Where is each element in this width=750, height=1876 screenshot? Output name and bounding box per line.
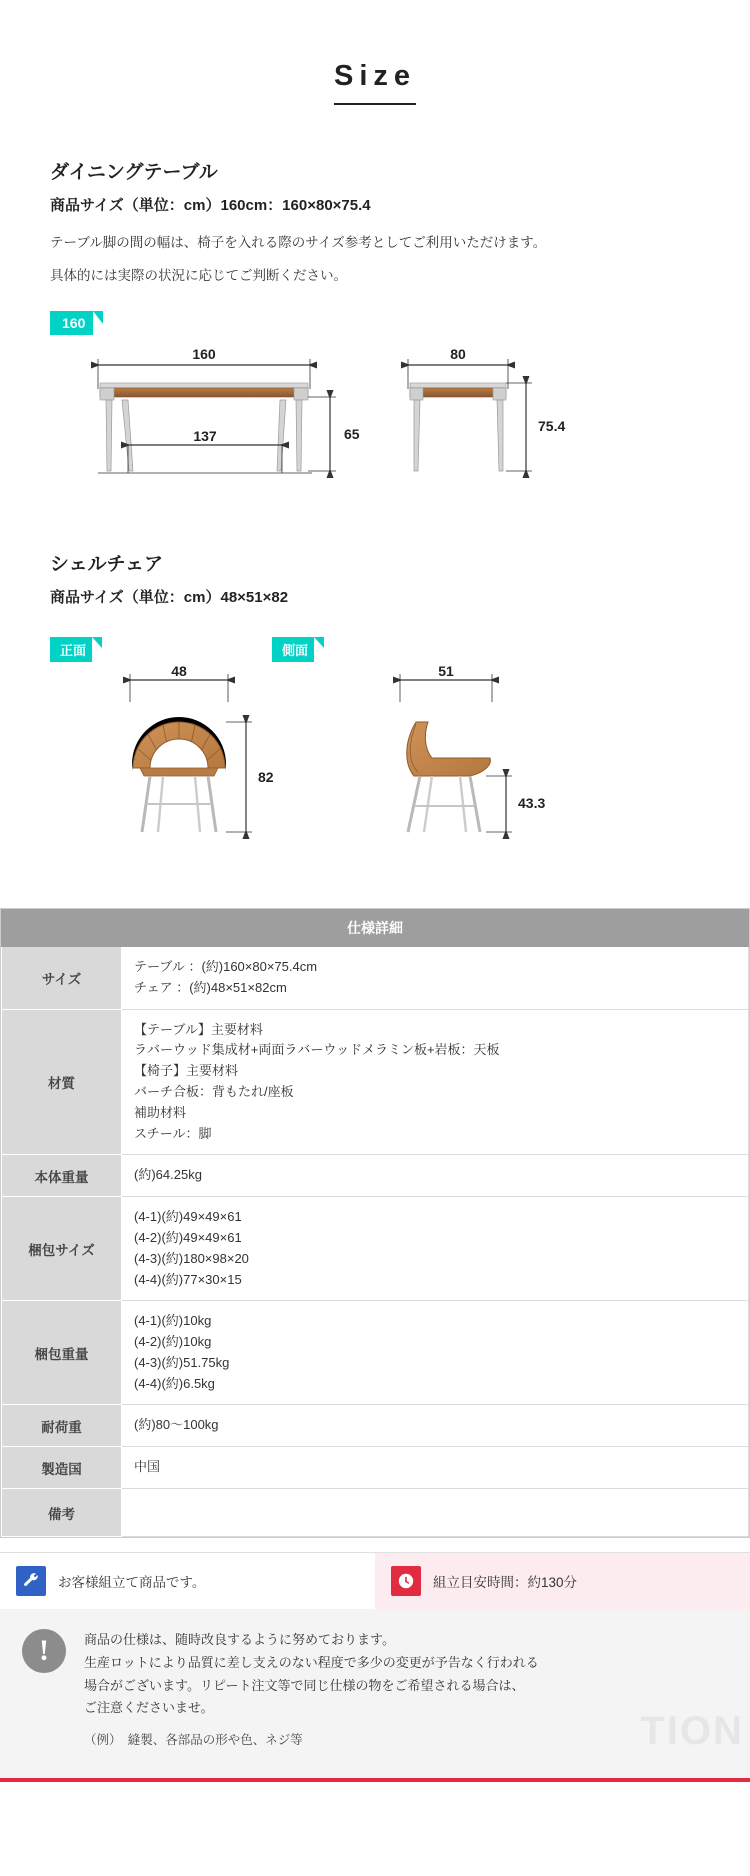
svg-text:48: 48 xyxy=(171,662,187,679)
spec-label-package-weight: 梱包重量 xyxy=(2,1301,122,1405)
dining-table-section xyxy=(0,157,750,341)
caution-text xyxy=(84,1629,539,1752)
spec-value-package-weight xyxy=(122,1301,749,1405)
spec-line: (4-2)(約)49×49×61 xyxy=(134,1229,242,1245)
spec-value-country xyxy=(122,1447,749,1489)
spec-line: (4-4)(約)6.5kg xyxy=(134,1375,215,1391)
caution-line-4: ご注意くださいませ。 xyxy=(84,1700,214,1716)
chair-heading: シェルチェア xyxy=(50,553,164,575)
spec-value-size xyxy=(122,946,749,1009)
page-title-wrap xyxy=(0,0,750,133)
assembly-right-text: 組立目安時間：約130分 xyxy=(433,1575,578,1591)
chair-front-tag: 正面 xyxy=(50,637,102,662)
assembly-bar xyxy=(0,1552,750,1609)
size-tag-160: 160 xyxy=(50,311,103,335)
caution-block xyxy=(0,1609,750,1778)
assembly-right xyxy=(375,1553,750,1609)
chair-side-tag: 側面 xyxy=(272,637,324,662)
spec-line: 【椅子】主要材料 xyxy=(134,1063,239,1079)
svg-text:160: 160 xyxy=(192,345,216,362)
spec-value-load-capacity xyxy=(122,1405,749,1447)
dining-table-note-1: テーブル脚の間の幅は、椅子を入れる際のサイズ参考としてご利用いただけます。 xyxy=(50,235,547,250)
table-row xyxy=(2,1009,749,1155)
spec-line: 【テーブル】主要材料 xyxy=(134,1021,263,1037)
spec-value-package-size xyxy=(122,1197,749,1301)
spec-table-header-row xyxy=(2,909,749,946)
spec-line: (4-1)(約)10kg xyxy=(134,1313,212,1329)
clock-icon xyxy=(391,1566,421,1596)
svg-text:82: 82 xyxy=(258,768,274,785)
spec-line: 中国 xyxy=(134,1459,161,1475)
spec-label-material: 材質 xyxy=(2,1009,122,1155)
spec-label-size: サイズ xyxy=(2,946,122,1009)
spec-line: (4-3)(約)51.75kg xyxy=(134,1354,230,1370)
caution-line-1: 商品の仕様は、随時改良するように努めております。 xyxy=(84,1632,395,1648)
dining-table-size-line: 商品サイズ（単位：cm）160cm：160×80×75.4 xyxy=(50,197,371,214)
dining-table-heading: ダイニングテーブル xyxy=(50,162,218,183)
table-diagram-svg xyxy=(0,345,750,515)
spec-value-remarks xyxy=(122,1489,749,1537)
chair-view-tags xyxy=(0,623,750,668)
svg-text:65: 65 xyxy=(344,425,360,442)
table-diagrams xyxy=(0,341,750,525)
caution-example: （例） 縫製、各部品の形や色、ネジ等 xyxy=(84,1733,303,1748)
spec-label-load-capacity: 耐荷重 xyxy=(2,1405,122,1447)
table-row xyxy=(2,1447,749,1489)
spec-table-title: 仕様詳細 xyxy=(2,909,749,946)
table-row xyxy=(2,1197,749,1301)
spec-line: ラバーウッド集成材+両面ラバーウッドメラミン板+岩板：天板 xyxy=(134,1042,500,1058)
table-row xyxy=(2,1489,749,1537)
spec-line: (4-3)(約)180×98×20 xyxy=(134,1250,249,1266)
table-row xyxy=(2,1301,749,1405)
caution-line-3: 場合がございます。リピート注文等で同じ仕様の物をご希望される場合は、 xyxy=(84,1677,525,1693)
page-title: Size xyxy=(334,60,416,105)
spec-label-package-size: 梱包サイズ xyxy=(2,1197,122,1301)
spec-line: チェア ：(約)48×51×82cm xyxy=(134,979,287,995)
spec-line: バーチ合板：背もたれ/座板 xyxy=(134,1083,294,1099)
spec-line: テーブル ：(約)160×80×75.4cm xyxy=(134,958,318,974)
svg-text:137: 137 xyxy=(193,427,217,444)
chair-section xyxy=(0,549,750,607)
table-row xyxy=(2,946,749,1009)
spec-label-country: 製造国 xyxy=(2,1447,122,1489)
watermark-text: TION xyxy=(640,1708,744,1753)
chair-diagrams xyxy=(0,662,750,882)
spec-label-weight: 本体重量 xyxy=(2,1155,122,1197)
svg-text:43.3: 43.3 xyxy=(518,794,546,811)
spec-line: (約)64.25kg xyxy=(134,1167,202,1183)
spec-line: (4-4)(約)77×30×15 xyxy=(134,1271,242,1287)
spec-label-remarks: 備考 xyxy=(2,1489,122,1537)
assembly-left-text: お客様組立て商品です。 xyxy=(58,1575,206,1591)
spec-value-weight xyxy=(122,1155,749,1197)
bottom-rule xyxy=(0,1778,750,1782)
spec-table xyxy=(1,909,749,1537)
exclamation-icon: ! xyxy=(22,1629,66,1673)
spec-line: 補助材料 xyxy=(134,1104,187,1120)
dining-table-note-2: 具体的には実際の状況に応じてご判断ください。 xyxy=(50,267,347,283)
spec-line: (4-1)(約)49×49×61 xyxy=(134,1209,242,1225)
table-row xyxy=(2,1405,749,1447)
caution-line-2: 生産ロットにより品質に差し支えのない程度で多少の変更が予告なく行われる xyxy=(84,1654,539,1670)
chair-size-line: 商品サイズ（単位：cm）48×51×82 xyxy=(50,588,289,606)
spec-table-wrap xyxy=(0,908,750,1538)
svg-text:75.4: 75.4 xyxy=(538,417,566,434)
spec-line: スチール：脚 xyxy=(134,1125,212,1141)
spec-line: (約)80〜100kg xyxy=(134,1417,219,1433)
chair-diagram-svg xyxy=(0,662,750,872)
svg-text:80: 80 xyxy=(450,345,466,362)
table-row xyxy=(2,1155,749,1197)
spec-value-material xyxy=(122,1009,749,1155)
svg-text:51: 51 xyxy=(438,662,454,679)
assembly-left xyxy=(0,1553,375,1609)
spec-line: (4-2)(約)10kg xyxy=(134,1334,212,1350)
wrench-icon xyxy=(16,1566,46,1596)
